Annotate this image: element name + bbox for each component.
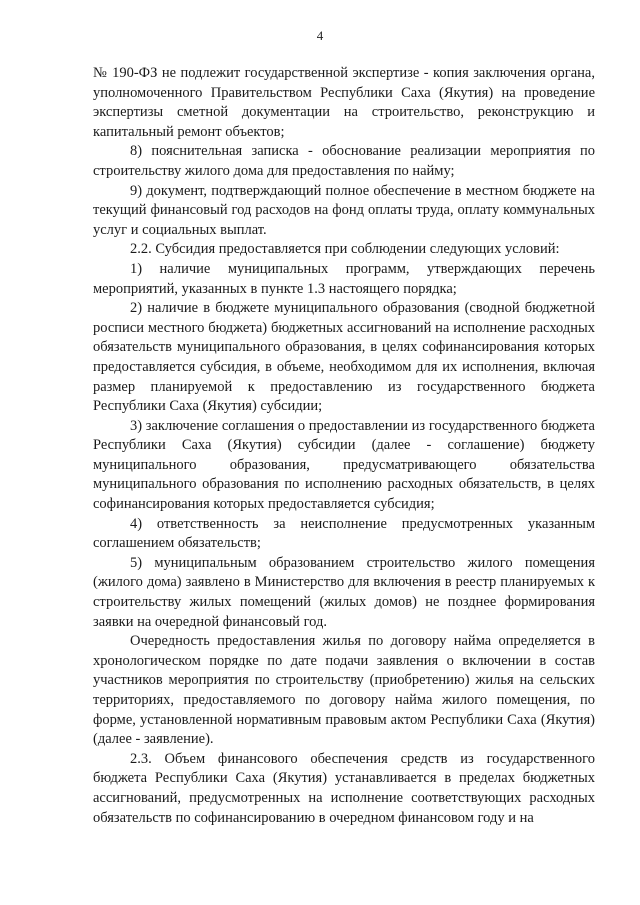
paragraph-continuation: № 190-ФЗ не подлежит государственной экспертизе - копия заключения органа, уполномоченного Правительством Республики Саха (Якутия) на проведение экспертизы сметной документации на строительство, реконструкцию и капитальный ремонт объектов; [93, 65, 595, 140]
paragraph-item-8: 8) пояснительная записка - обоснование реализации мероприятия по строительству жилого дома для предоставления по найму; [93, 143, 595, 179]
page-number: 4 [316, 28, 324, 43]
paragraph-section-2-2: 2.2. Субсидия предоставляется при соблюдении следующих условий: [130, 241, 560, 258]
paragraph-condition-1: 1) наличие муниципальных программ, утверждающих перечень мероприятий, указанных в пункте 1.3 настоящего порядка; [93, 260, 595, 297]
paragraph-condition-4: 4) ответственность за неисполнение предусмотренных указанным соглашением обязательств; [93, 515, 595, 552]
paragraph-condition-5: 5) муниципальным образованием строительство жилого помещения (жилого дома) заявлено в Министерство для включения в реестр планируемых к строительству жилых помещений (жилых домов) не позднее формирования заявки на очередной финансовый год. [93, 554, 595, 630]
paragraph-section-2-3: 2.3. Объем финансового обеспечения средств из государственного бюджета Республики Саха (Якутия) устанавливается в пределах бюджетных ассигнований, предусмотренных на исполнение соответствующих расходных обязательств по софинансированию в очередном финансовом году и на [93, 750, 595, 826]
paragraph-condition-2: 2) наличие в бюджете муниципального образования (сводной бюджетной росписи местного бюджета) бюджетных ассигнований на исполнение расходных обязательств муниципального образования, в целях софинансирования которых предоставляется субсидия, в объеме, необходимом для их исполнения, включая размер планируемой к предоставлению из государственного бюджета Республики Саха (Якутия) субсидии; [93, 300, 595, 415]
document-body [93, 64, 595, 828]
paragraph-queue-order: Очередность предоставления жилья по договору найма определяется в хронологическом порядке по дате подачи заявления о включении в состав участников мероприятия по строительству (приобретению) жилья на сельских территориях, предоставляемого по договору найма жилого помещения, по форме, установленной нормативным правовым актом Республики Саха (Якутия) (далее - заявление). [93, 633, 595, 748]
paragraph-condition-3: 3) заключение соглашения о предоставлении из государственного бюджета Республики Саха (Якутия) субсидии (далее - соглашение) бюджету муниципального образования, предусматривающего обязательства муниципального образования по исполнению расходных обязательств, в целях софинансирования которых предоставляется субсидия; [93, 417, 595, 513]
paragraph-item-9: 9) документ, подтверждающий полное обеспечение в местном бюджете на текущий финансовый год расходов на фонд оплаты труда, оплату коммунальных услуг и социальных выплат. [93, 182, 595, 238]
